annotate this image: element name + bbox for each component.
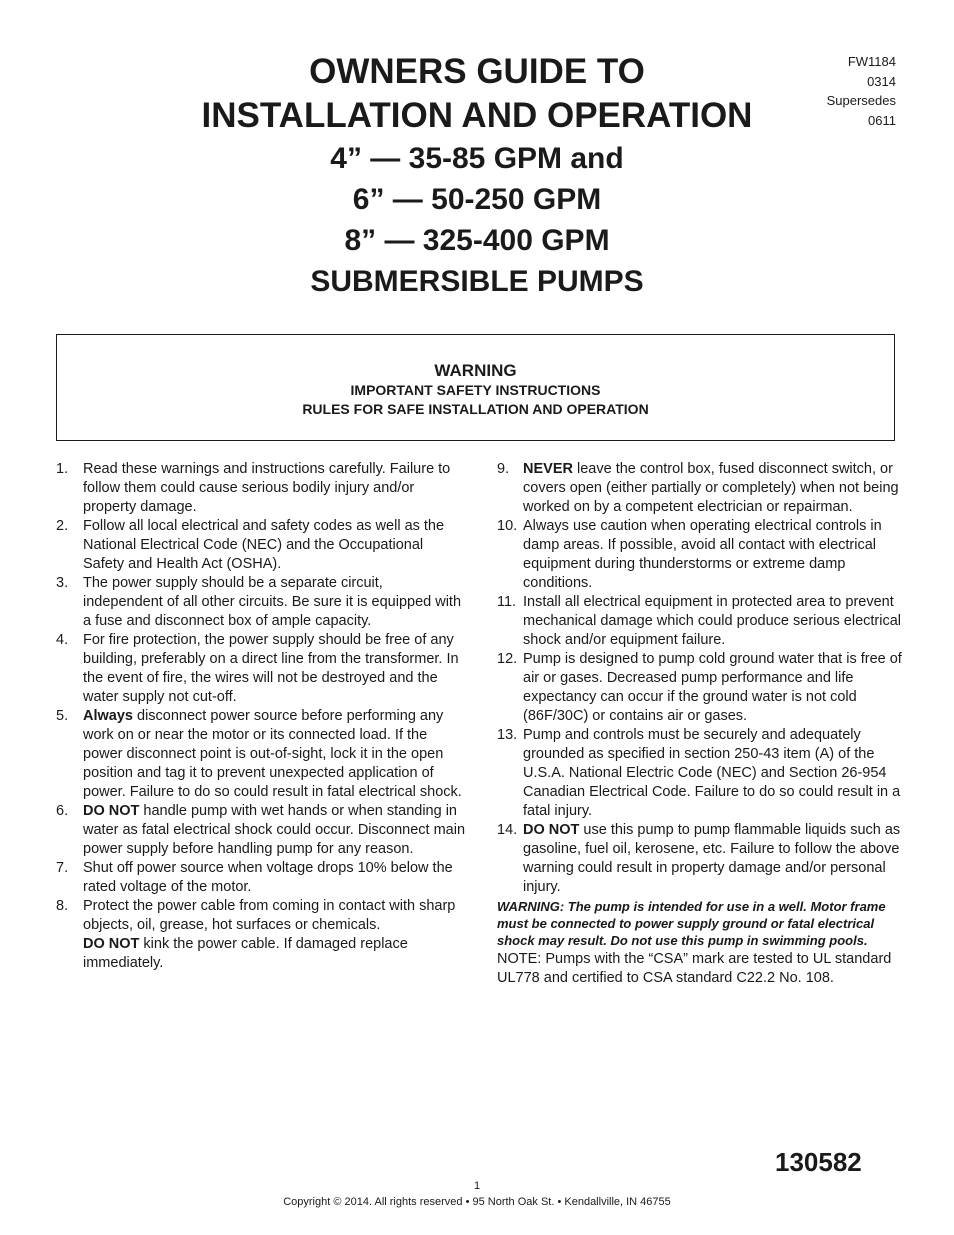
supersedes-date: 0611 xyxy=(868,112,896,128)
list-item xyxy=(56,631,466,707)
item-body: leave the control box, fused disconnect switch, or covers open (either partially or completely) when not being worked on by a competent electrician or repairman. xyxy=(523,461,899,515)
list-item xyxy=(497,460,902,517)
item-body-2: kink the power cable. If damaged replace immediately. xyxy=(83,936,408,971)
item-text xyxy=(523,460,902,517)
item-body: handle pump with wet hands or when standing in water as fatal electrical shock could occur. Disconnect main power supply before handling pump for any reason. xyxy=(83,803,466,857)
item-number: 1. xyxy=(56,461,69,477)
item-text: Always use caution when operating electrical controls in damp areas. If possible, avoid all contact with electrical equipment during thunderstorms or extreme damp conditions. xyxy=(523,518,882,591)
item-text: Pump is designed to pump cold ground water that is free of air or gases. Decreased pump performance and life expectancy can occur if the ground water is not cold (86F/30C) or contains air or gases. xyxy=(523,651,902,724)
item-number: 5. xyxy=(56,708,69,724)
item-number: 9. xyxy=(497,461,510,477)
item-number: 2. xyxy=(56,518,69,534)
title-line-2: INSTALLATION AND OPERATION xyxy=(201,96,753,135)
item-emphasis: DO NOT xyxy=(83,803,140,819)
list-item xyxy=(56,859,466,897)
title-line-4: 6” — 50-250 GPM xyxy=(352,183,602,216)
title-line-3: 4” — 35-85 GPM and xyxy=(330,142,624,175)
item-text: The power supply should be a separate circuit, independent of all other circuits. Be sure it is equipped with a fuse and disconnect box of ample capacity. xyxy=(83,575,462,629)
title-line-1: OWNERS GUIDE TO xyxy=(309,52,645,91)
safety-list-left xyxy=(56,460,466,973)
list-item xyxy=(56,460,466,517)
list-item xyxy=(56,897,466,973)
item-number: 7. xyxy=(56,860,69,876)
form-number: FW1184 xyxy=(847,54,896,69)
list-item xyxy=(56,707,466,802)
item-number: 14. xyxy=(497,822,518,838)
list-item xyxy=(56,802,466,859)
item-number: 10. xyxy=(497,518,518,534)
list-item xyxy=(497,821,902,897)
item-number: 3. xyxy=(56,575,69,591)
list-item xyxy=(497,517,902,593)
item-number: 12. xyxy=(497,651,518,667)
copyright-footer: Copyright © 2014. All rights reserved • 95 North Oak St. • Kendallville, IN 46755 xyxy=(283,1196,671,1208)
item-body: use this pump to pump flammable liquids such as gasoline, fuel oil, kerosene, etc. Failure to follow the above warning could result in property damage and/or personal injury. xyxy=(523,822,901,895)
item-number: 4. xyxy=(56,632,69,648)
csa-note: NOTE: Pumps with the “CSA” mark are tested to UL standard UL778 and certified to CSA standard C22.2 No. 108. xyxy=(497,951,892,986)
list-item xyxy=(497,726,902,821)
title-line-5: 8” — 325-400 GPM xyxy=(344,224,610,257)
item-emphasis: DO NOT xyxy=(83,936,140,952)
warning-subheading-1: IMPORTANT SAFETY INSTRUCTIONS xyxy=(350,382,601,398)
list-item xyxy=(56,574,466,631)
item-number: 8. xyxy=(56,898,69,914)
document-title xyxy=(0,50,954,302)
warning-heading: WARNING xyxy=(434,361,517,380)
warning-subheading-2: RULES FOR SAFE INSTALLATION AND OPERATION xyxy=(302,401,649,417)
item-number: 6. xyxy=(56,803,69,819)
list-item xyxy=(56,517,466,574)
item-text xyxy=(83,802,466,859)
item-text: Install all electrical equipment in protected area to prevent mechanical damage which could produce serious electrical shock and/or equipment failure. xyxy=(523,594,902,648)
title-line-6: SUBMERSIBLE PUMPS xyxy=(310,265,644,298)
revision-date: 0314 xyxy=(867,73,896,89)
item-emphasis: NEVER xyxy=(523,461,573,477)
item-text xyxy=(83,707,466,802)
supersedes-label: Supersedes xyxy=(826,93,896,108)
item-text: For fire protection, the power supply should be free of any building, preferably on a direct line from the transformer. In the event of fire, the wires will not be destroyed and the water supply not cut-off. xyxy=(83,632,459,705)
warning-box xyxy=(56,334,895,441)
item-text: Follow all local electrical and safety codes as well as the National Electrical Code (NEC) and the Occupational Safety and Health Act (OSHA). xyxy=(83,518,445,572)
list-item xyxy=(497,593,902,650)
item-emphasis: DO NOT xyxy=(523,822,580,838)
page-number: 1 xyxy=(473,1180,481,1192)
item-text: Pump and controls must be securely and adequately grounded as specified in section 250-43 item (A) of the U.S.A. National Electric Code (NEC) and Section 26-954 Canadian Electrical Code. Failure to do so could result in a fatal injury. xyxy=(523,727,901,819)
pool-warning-note: WARNING: The pump is intended for use in a well. Motor frame must be connected to power supply ground or fatal electrical shock may result. Do not use this pump in swimming pools. xyxy=(497,899,886,948)
item-body: Protect the power cable from coming in contact with sharp objects, oil, grease, hot surfaces or chemicals. xyxy=(83,898,456,933)
item-text: Shut off power source when voltage drops 10% below the rated voltage of the motor. xyxy=(83,860,453,895)
item-number: 11. xyxy=(497,594,517,610)
list-item xyxy=(497,650,902,726)
item-text xyxy=(523,821,902,897)
part-number: 130582 xyxy=(775,1147,862,1177)
item-body: disconnect power source before performing any work on or near the motor or its connected load. If the power disconnect point is out-of-sight, lock it in the open position and tag it to prevent unexpected application of power. Failure to do so could result in fatal electrical shock. xyxy=(83,708,462,800)
item-emphasis: Always xyxy=(83,708,133,724)
item-text xyxy=(83,897,466,973)
safety-list-right xyxy=(497,460,902,988)
item-number: 13. xyxy=(497,727,518,743)
item-text: Read these warnings and instructions carefully. Failure to follow them could cause serious bodily injury and/or property damage. xyxy=(83,461,451,515)
